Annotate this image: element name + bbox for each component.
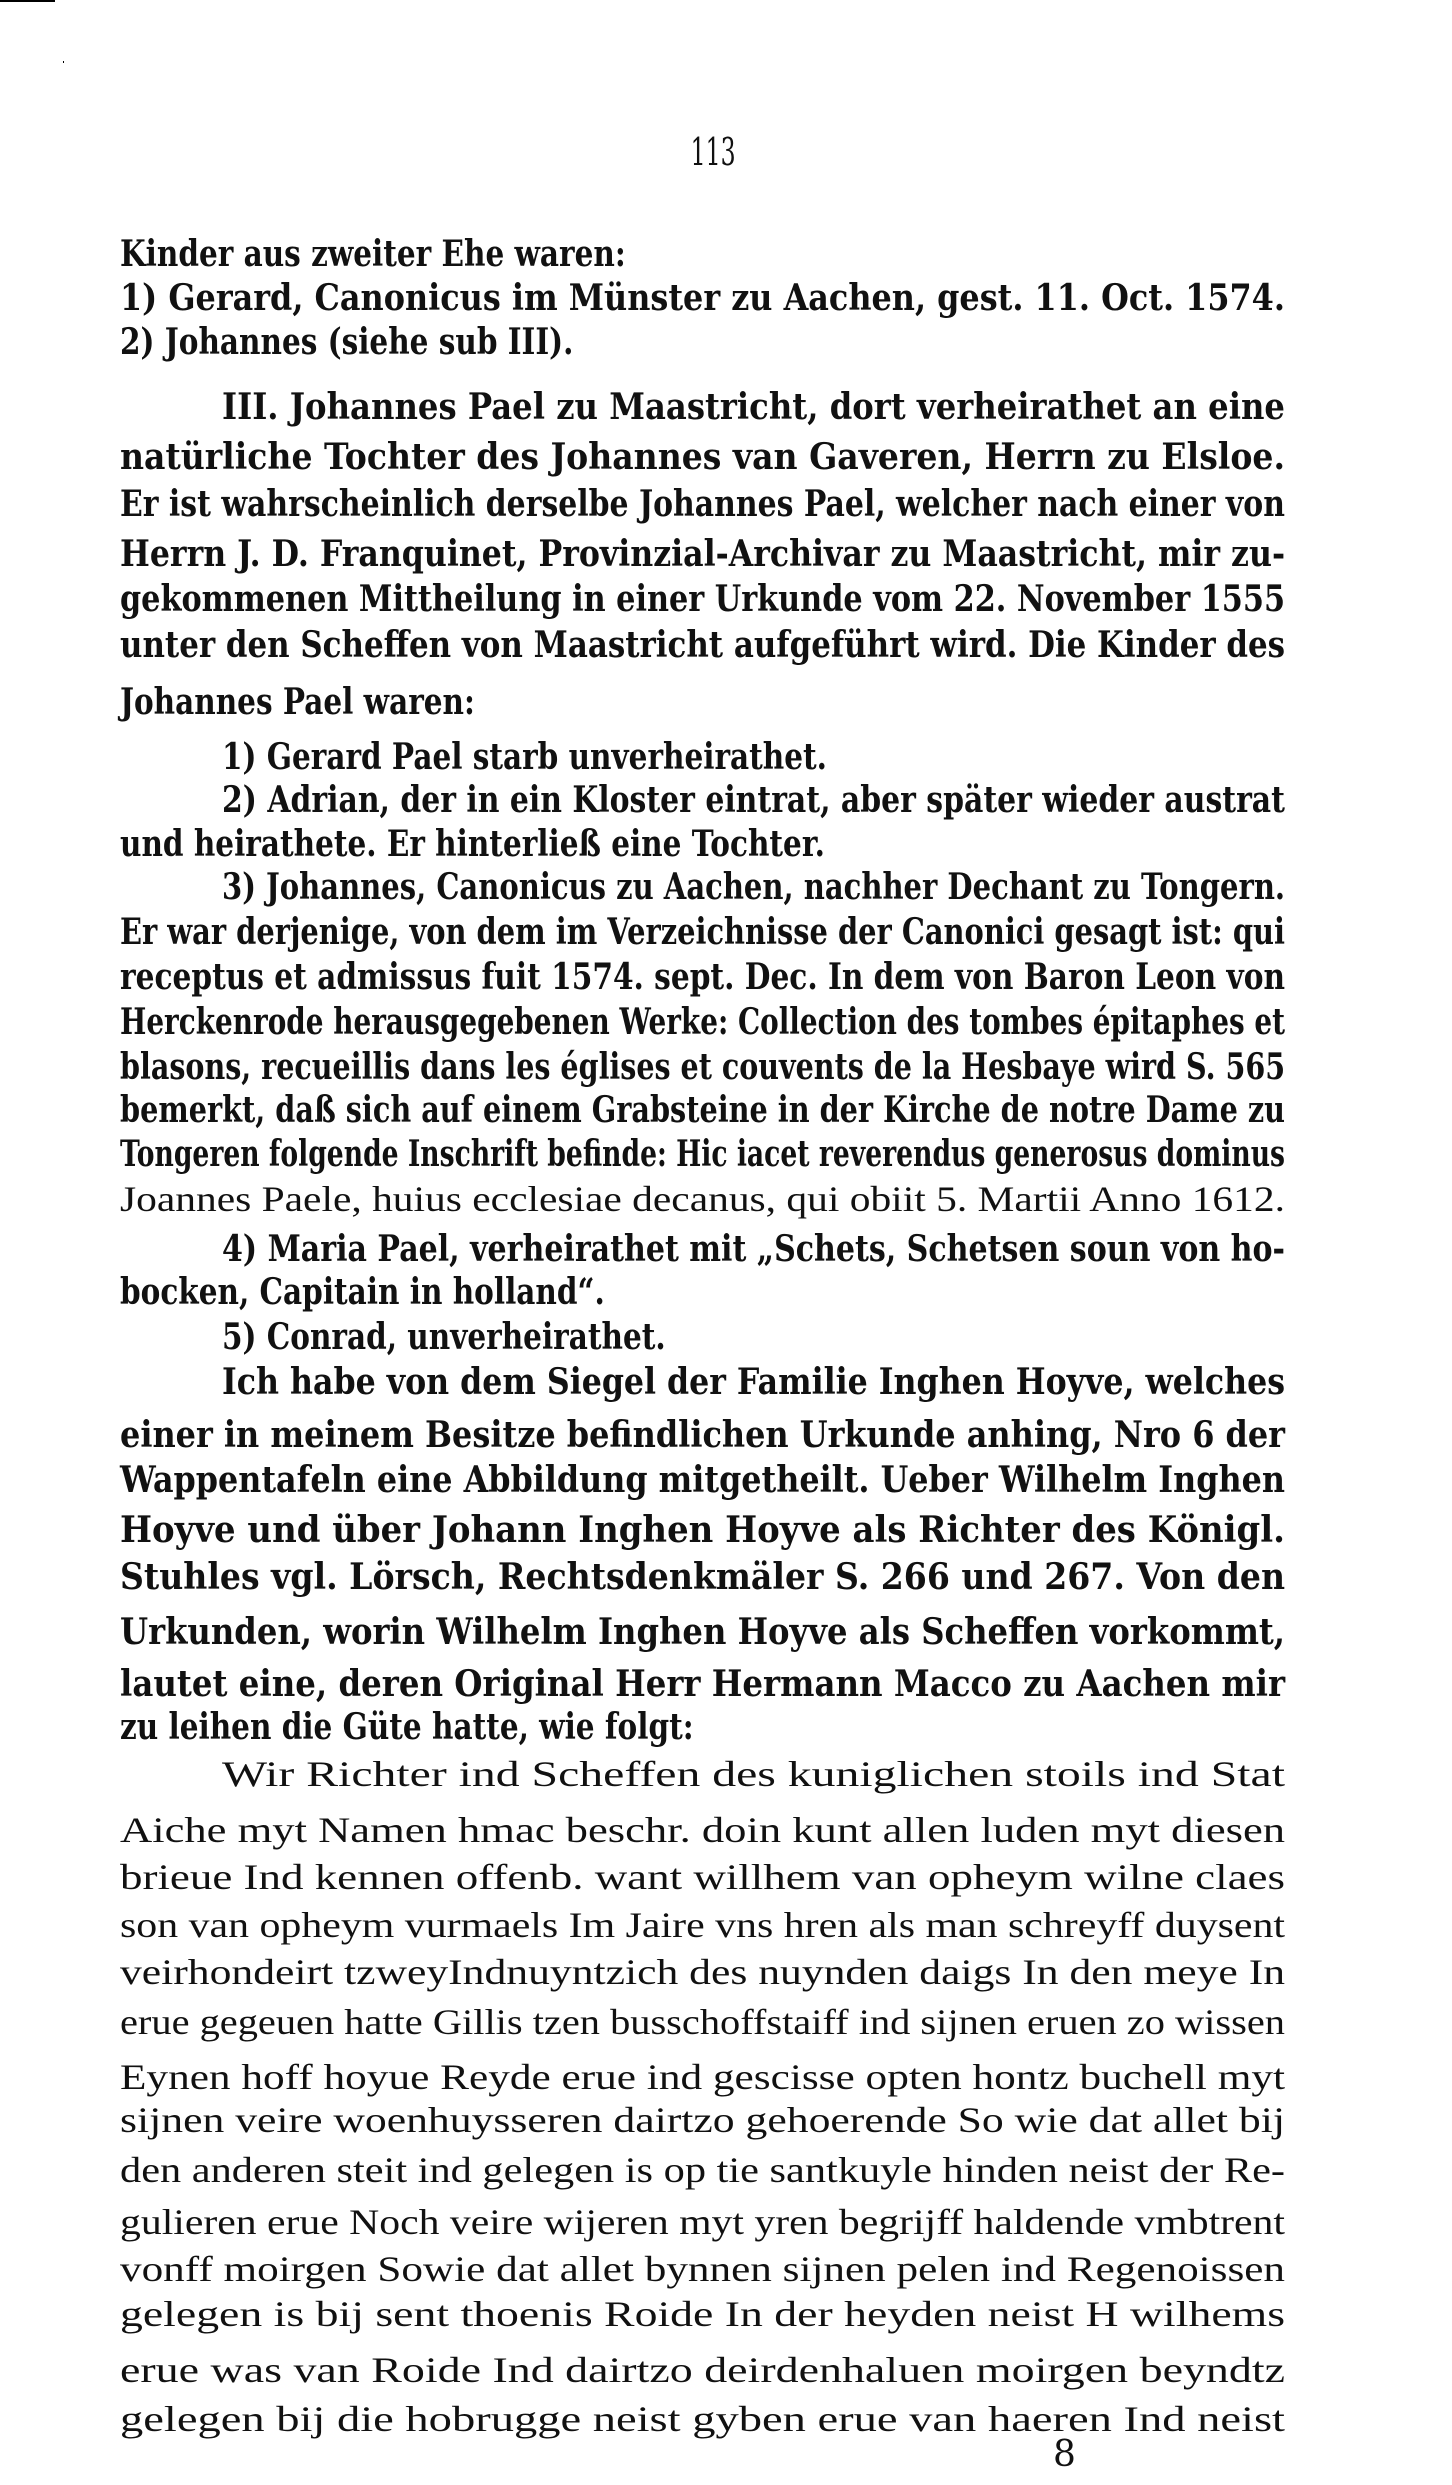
text-line-content: Kinder aus zweiter Ehe waren: xyxy=(120,233,626,275)
text-line xyxy=(120,532,1285,576)
text-line xyxy=(120,2292,1285,2336)
text-line xyxy=(222,1315,1285,1359)
text-line-content: bocken, Capitain in holland“. xyxy=(120,1271,605,1313)
text-line xyxy=(120,1662,1285,1706)
text-line-content: Urkunden, worin Wilhelm Inghen Hoyve als Scheffen vorkommt, xyxy=(120,1611,1286,1653)
text-line xyxy=(120,1855,1285,1899)
text-line-content: lautet eine, deren Original Herr Hermann Macco zu Aachen mir xyxy=(120,1663,1286,1705)
text-line xyxy=(222,1360,1285,1404)
text-line xyxy=(120,1270,1285,1314)
text-line-content: zu leihen die Güte hatte, wie folgt: xyxy=(120,1706,694,1748)
page-number: 113 xyxy=(690,130,736,174)
text-line-content: 2) Johannes (siehe sub III). xyxy=(120,321,574,363)
text-line xyxy=(120,2148,1285,2192)
text-line xyxy=(120,623,1285,667)
text-line xyxy=(120,2000,1285,2044)
text-line xyxy=(120,2200,1285,2244)
text-line xyxy=(120,2098,1285,2142)
text-line-content: gulieren erue Noch veire wijeren myt yren begrijff haldende vmbtrent xyxy=(120,2202,1285,2242)
text-line-content: erue gegeuen hatte Gillis tzen busschoffstaiff ind sijnen eruen zo wissen xyxy=(120,2002,1285,2042)
text-line xyxy=(120,435,1285,479)
scan-speck xyxy=(63,61,64,63)
text-line-content: Er ist wahrscheinlich derselbe Johannes Pael, welcher nach einer von xyxy=(120,483,1285,525)
text-line-content: erue was van Roide Ind dairtzo deirdenhaluen moirgen beyndtz xyxy=(120,2350,1286,2390)
text-line xyxy=(222,1227,1285,1271)
text-line-content: 1) Gerard, Canonicus im Münster zu Aachen, gest. 11. Oct. 1574. xyxy=(120,277,1285,319)
text-line-content: Ich habe von dem Siegel der Familie Inghen Hoyve, welches xyxy=(222,1361,1286,1403)
text-line-content: son van opheym vurmaels Im Jaire vns hren als man schreyff duysent xyxy=(120,1905,1286,1945)
text-line xyxy=(120,1088,1285,1132)
text-line xyxy=(222,385,1285,429)
text-line xyxy=(120,232,1285,276)
text-line-content: Eynen hoff hoyue Reyde erue ind gescisse opten hontz buchell myt xyxy=(120,2057,1286,2097)
text-line-content: 2) Adrian, der in ein Kloster eintrat, aber später wieder austrat xyxy=(222,779,1285,821)
text-line-content: 4) Maria Pael, verheirathet mit „Schets, Schetsen soun von ho- xyxy=(222,1228,1285,1270)
text-line-content: natürliche Tochter des Johannes van Gaveren, Herrn zu Elsloe. xyxy=(120,436,1285,478)
text-line-content: Aiche myt Namen hmac beschr. doin kunt allen luden myt diesen xyxy=(120,1810,1286,1850)
text-line-content: den anderen steit ind gelegen is op tie santkuyle hinden neist der Re- xyxy=(120,2150,1285,2190)
text-line-content: veirhondeirt tzweyIndnuyntzich des nuynden daigs In den meye In xyxy=(120,1952,1286,1992)
text-line xyxy=(120,1177,1285,1221)
text-line xyxy=(120,1508,1285,1552)
text-line xyxy=(120,1458,1285,1502)
text-line xyxy=(222,735,1285,779)
text-line xyxy=(120,910,1285,954)
text-line-content: bemerkt, daß sich auf einem Grabsteine in der Kirche de notre Dame zu xyxy=(120,1089,1286,1131)
text-line-content: gelegen is bij sent thoenis Roide In der heyden neist H wilhems xyxy=(120,2294,1286,2334)
text-line xyxy=(222,778,1285,822)
text-line xyxy=(120,2247,1285,2291)
text-line-content: Er war derjenige, von dem im Verzeichnisse der Canonici gesagt ist: qui xyxy=(120,911,1286,953)
text-line xyxy=(120,2055,1285,2099)
text-line xyxy=(222,1752,1285,1796)
text-line-content: einer in meinem Besitze befindlichen Urkunde anhing, Nro 6 der xyxy=(120,1414,1286,1456)
text-line xyxy=(120,1132,1285,1176)
text-line xyxy=(120,822,1285,866)
signature-mark: 8 xyxy=(1053,2434,1076,2475)
text-line xyxy=(120,482,1285,526)
text-line-content: III. Johannes Pael zu Maastricht, dort verheirathet an eine xyxy=(222,386,1285,428)
text-line-content: 5) Conrad, unverheirathet. xyxy=(222,1316,666,1358)
text-line-content: unter den Scheffen von Maastricht aufgeführt wird. Die Kinder des xyxy=(120,624,1286,666)
text-line xyxy=(120,577,1285,621)
text-line xyxy=(120,955,1285,999)
text-line xyxy=(222,865,1285,909)
text-line-content: Herckenrode herausgegebenen Werke: Collection des tombes épitaphes et xyxy=(120,1001,1285,1043)
text-line-content: 1) Gerard Pael starb unverheirathet. xyxy=(222,736,827,778)
text-line xyxy=(120,276,1285,320)
text-line-content: Johannes Pael waren: xyxy=(120,681,475,723)
text-line xyxy=(120,2397,1285,2441)
text-line xyxy=(120,1705,1285,1749)
text-line xyxy=(120,2348,1285,2392)
text-line xyxy=(120,680,1285,724)
text-line-content: Herrn J. D. Franquinet, Provinzial-Archivar zu Maastricht, mir zu- xyxy=(120,533,1286,575)
text-line xyxy=(120,1610,1285,1654)
text-line xyxy=(120,1000,1285,1044)
text-line-content: 3) Johannes, Canonicus zu Aachen, nachher Dechant zu Tongern. xyxy=(222,866,1286,908)
text-line-content: gekommenen Mittheilung in einer Urkunde vom 22. November 1555 xyxy=(120,578,1286,620)
text-line-content: gelegen bij die hobrugge neist gyben erue van haeren Ind neist xyxy=(120,2399,1285,2439)
text-line-content: Tongeren folgende Inschrift befinde: Hic iacet reverendus generosus dominus xyxy=(120,1133,1286,1175)
text-line-content: receptus et admissus fuit 1574. sept. Dec. In dem von Baron Leon von xyxy=(120,956,1286,998)
text-line-content: Stuhles vgl. Lörsch, Rechtsdenkmäler S. 266 und 267. Von den xyxy=(120,1556,1286,1598)
text-line-content: brieue Ind kennen offenb. want willhem van opheym wilne claes xyxy=(120,1857,1286,1897)
text-line-content: blasons, recueillis dans les églises et couvents de la Hesbaye wird S. 565 xyxy=(120,1046,1286,1088)
text-line-content: und heirathete. Er hinterließ eine Tochter. xyxy=(120,823,825,865)
text-line xyxy=(120,1903,1285,1947)
text-line xyxy=(120,1950,1285,1994)
text-line-content: vonff moirgen Sowie dat allet bynnen sijnen pelen ind Regenoissen xyxy=(120,2249,1286,2289)
text-line-content: Joannes Paele, huius ecclesiae decanus, qui obiit 5. Martii Anno 1612. xyxy=(120,1179,1285,1219)
scan-edge-mark xyxy=(0,0,55,2)
text-line-content: sijnen veire woenhuysseren dairtzo gehoerende So wie dat allet bij xyxy=(120,2100,1286,2140)
text-line xyxy=(120,1555,1285,1599)
text-line-content: Hoyve und über Johann Inghen Hoyve als Richter des Königl. xyxy=(120,1509,1285,1551)
text-line-content: Wir Richter ind Scheffen des kuniglichen stoils ind Stat xyxy=(222,1754,1285,1794)
text-line xyxy=(120,1045,1285,1089)
text-line xyxy=(120,320,1285,364)
text-line-content: Wappentafeln eine Abbildung mitgetheilt. Ueber Wilhelm Inghen xyxy=(120,1459,1285,1501)
text-line xyxy=(120,1808,1285,1852)
text-line xyxy=(120,1413,1285,1457)
